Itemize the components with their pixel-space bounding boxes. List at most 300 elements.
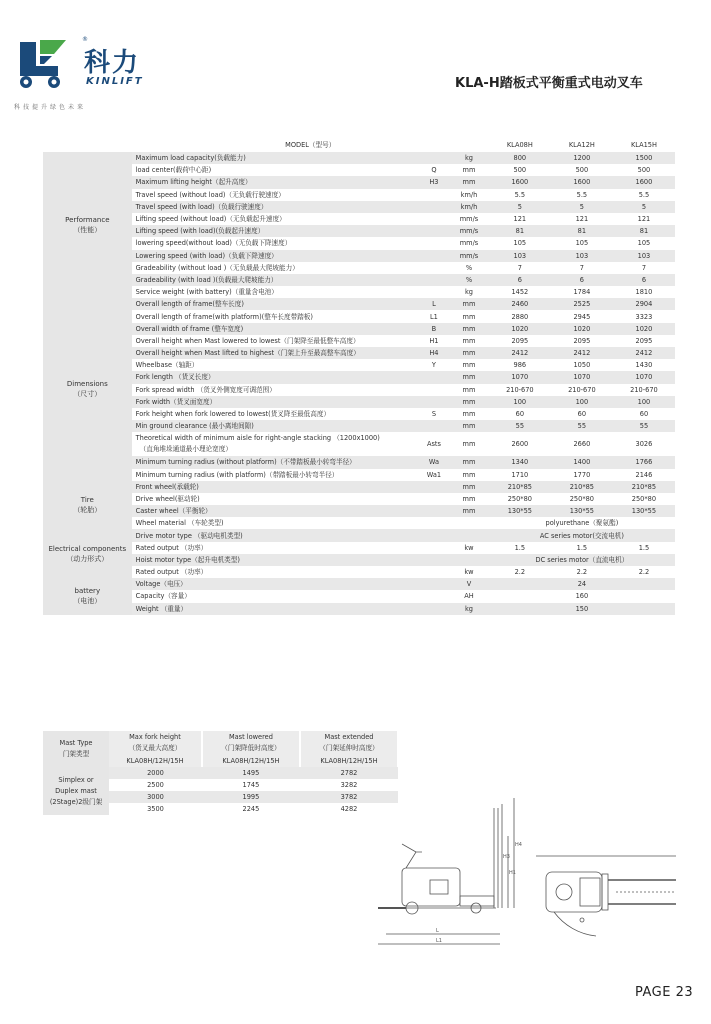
spec-unit: mm xyxy=(449,420,489,432)
page-title: KLA-H踏板式平衡重式电动叉车 xyxy=(455,76,643,91)
spec-parameter-name: Overall width of frame (整车宽度) xyxy=(132,323,419,335)
spec-symbol xyxy=(419,225,449,237)
logo-slogan: 科技提升绿色未来 xyxy=(14,104,87,111)
spec-value: 986 xyxy=(489,359,551,371)
spec-value: 100 xyxy=(489,396,551,408)
spec-symbol xyxy=(419,420,449,432)
spec-row xyxy=(43,481,675,493)
spec-symbol xyxy=(419,542,449,554)
spec-value: 1430 xyxy=(613,359,675,371)
spec-value: 2460 xyxy=(489,298,551,310)
spec-parameter-name: Front wheel(承载轮) xyxy=(132,481,419,493)
spec-value: 2880 xyxy=(489,310,551,322)
spec-value: 7 xyxy=(551,262,613,274)
spec-unit xyxy=(449,517,489,529)
spec-row xyxy=(43,250,675,262)
mast-cell: 3782 xyxy=(300,791,398,803)
spec-table xyxy=(43,138,675,615)
spec-value: 121 xyxy=(551,213,613,225)
spec-value: 210*85 xyxy=(551,481,613,493)
spec-parameter-name: Drive wheel(驱动轮) xyxy=(132,493,419,505)
spec-value: 1070 xyxy=(551,371,613,383)
spec-row xyxy=(43,396,675,408)
model-label: MODEL（型号） xyxy=(132,138,489,152)
mast-cell: 3282 xyxy=(300,779,398,791)
spec-value: 210*85 xyxy=(613,481,675,493)
spec-symbol xyxy=(419,152,449,164)
spec-unit: mm xyxy=(449,432,489,456)
spec-value: 1770 xyxy=(551,469,613,481)
mast-cell: 2782 xyxy=(300,767,398,779)
spec-symbol xyxy=(419,566,449,578)
brand-logo xyxy=(14,36,154,116)
spec-row xyxy=(43,590,675,602)
spec-value: 1340 xyxy=(489,456,551,468)
spec-unit: mm xyxy=(449,164,489,176)
spec-value: 130*55 xyxy=(551,505,613,517)
spec-parameter-name: Minimum turning radius (with platform)（带踏板最小转弯半径） xyxy=(132,469,419,481)
spec-unit: km/h xyxy=(449,189,489,201)
dimension-label-l: L xyxy=(436,928,439,934)
spec-value: 7 xyxy=(613,262,675,274)
mast-cell: 1995 xyxy=(202,791,300,803)
spec-parameter-name: Caster wheel（平衡轮） xyxy=(132,505,419,517)
spec-value: 100 xyxy=(551,396,613,408)
spec-unit: mm xyxy=(449,310,489,322)
spec-unit: mm xyxy=(449,456,489,468)
model-name: KLA08H xyxy=(489,138,551,152)
mast-col-lowered: Mast lowered （门架降低时高度） xyxy=(202,731,300,755)
spec-unit: kg xyxy=(449,286,489,298)
spec-value: 60 xyxy=(613,408,675,420)
spec-parameter-name-line1: Theoretical width of minimum aisle for right-angle stacking （1200x1000) xyxy=(135,434,380,443)
spec-row xyxy=(43,274,675,286)
spec-symbol: L xyxy=(419,298,449,310)
spec-row xyxy=(43,323,675,335)
spec-unit: mm xyxy=(449,298,489,310)
spec-parameter-name: Maximum lifting height（起升高度） xyxy=(132,176,419,188)
spec-value-all-models: polyurethane（聚氨酯) xyxy=(489,517,675,529)
spec-symbol xyxy=(419,262,449,274)
spec-value-all-models: AC series motor(交流电机) xyxy=(489,529,675,541)
spec-value: 103 xyxy=(613,250,675,262)
spec-row xyxy=(43,456,675,468)
spec-value: 1600 xyxy=(551,176,613,188)
spec-value: 121 xyxy=(613,213,675,225)
spec-value: 2412 xyxy=(613,347,675,359)
mast-cell: 4282 xyxy=(300,803,398,815)
category-label-performance: Performance （性能） xyxy=(43,152,132,298)
spec-symbol: Wa xyxy=(419,456,449,468)
spec-unit: mm xyxy=(449,176,489,188)
spec-symbol xyxy=(419,529,449,541)
spec-parameter-name: load center(载荷中心距) xyxy=(132,164,419,176)
spec-parameter-name: Hoist motor type（起升电机类型) xyxy=(132,554,419,566)
spec-symbol: Wa1 xyxy=(419,469,449,481)
spec-value: 1070 xyxy=(613,371,675,383)
spec-value: 1500 xyxy=(613,152,675,164)
spec-unit: km/h xyxy=(449,201,489,213)
spec-parameter-name: Wheel material （车轮类型) xyxy=(132,517,419,529)
spec-value: 210-670 xyxy=(613,384,675,396)
category-label-dimensions: Dimensions （尺寸） xyxy=(43,298,132,480)
mast-col-fork-height: Max fork height （货叉最大高度） xyxy=(109,731,202,755)
spec-unit: mm xyxy=(449,335,489,347)
model-name: KLA12H xyxy=(551,138,613,152)
spec-unit: mm xyxy=(449,505,489,517)
spec-parameter-name: Lifting speed (without load)（无负载起升速度） xyxy=(132,213,419,225)
spec-symbol xyxy=(419,505,449,517)
spec-unit: AH xyxy=(449,590,489,602)
spec-value: 7 xyxy=(489,262,551,274)
spec-parameter-name: Overall length of frame(整车长度) xyxy=(132,298,419,310)
spec-parameter-name: Fork length （货叉长度） xyxy=(132,371,419,383)
spec-parameter-name: lowering speed(without load)（无负载下降速度） xyxy=(132,237,419,249)
spec-row xyxy=(43,201,675,213)
spec-value: 2904 xyxy=(613,298,675,310)
spec-row xyxy=(43,225,675,237)
spec-parameter-name: Fork width（货叉面宽度） xyxy=(132,396,419,408)
model-name: KLA15H xyxy=(613,138,675,152)
dimension-label-h1: H1 xyxy=(509,870,516,876)
spec-unit: mm xyxy=(449,396,489,408)
spec-value: 103 xyxy=(489,250,551,262)
spec-symbol xyxy=(419,189,449,201)
spec-value: 1020 xyxy=(551,323,613,335)
spec-symbol: L1 xyxy=(419,310,449,322)
mast-cell: 3500 xyxy=(109,803,202,815)
spec-row xyxy=(43,517,675,529)
mast-group-label: Simplex or Duplex mast (2Stage)2级门架 xyxy=(43,767,109,815)
spec-value: 121 xyxy=(489,213,551,225)
spec-symbol xyxy=(419,371,449,383)
spec-symbol xyxy=(419,517,449,529)
spec-value: 2525 xyxy=(551,298,613,310)
spec-value: 500 xyxy=(613,164,675,176)
mast-type-label: Mast Type 门架类型 xyxy=(43,731,109,767)
spec-row xyxy=(43,164,675,176)
spec-value: 1784 xyxy=(551,286,613,298)
spec-value: 210-670 xyxy=(489,384,551,396)
spec-value: 81 xyxy=(551,225,613,237)
spec-parameter-name: Lifting speed (with load)(负载起升速度） xyxy=(132,225,419,237)
spec-parameter-name: Overall height when Mast lowered to lowest（门架降至最低整车高度） xyxy=(132,335,419,347)
spec-value: 1050 xyxy=(551,359,613,371)
category-label-tire: Tire （轮胎） xyxy=(43,481,132,530)
spec-row xyxy=(43,505,675,517)
spec-value: 210-670 xyxy=(551,384,613,396)
spec-parameter-name: Maximum load capacity(负载能力) xyxy=(132,152,419,164)
spec-value: 500 xyxy=(489,164,551,176)
spec-table-body xyxy=(43,138,675,615)
spec-symbol: H3 xyxy=(419,176,449,188)
spec-row xyxy=(43,529,675,541)
spec-unit: mm xyxy=(449,481,489,493)
mast-model-cell: KLA08H/12H/15H xyxy=(300,755,398,767)
side-view-dimension-labels xyxy=(436,842,522,944)
mast-model-cell: KLA08H/12H/15H xyxy=(109,755,202,767)
spec-parameter-name: Gradeability (without load )（无负载最大爬坡能力） xyxy=(132,262,419,274)
forklift-technical-drawing xyxy=(376,796,706,968)
spec-value: 500 xyxy=(551,164,613,176)
spec-value: 105 xyxy=(551,237,613,249)
logo-chinese-name: 科力 xyxy=(84,48,141,78)
spec-symbol: H4 xyxy=(419,347,449,359)
spec-value: 1020 xyxy=(489,323,551,335)
spec-row xyxy=(43,384,675,396)
dimension-label-h4: H4 xyxy=(515,842,522,848)
spec-value: 2095 xyxy=(613,335,675,347)
spec-value: 5 xyxy=(551,201,613,213)
spec-value: 6 xyxy=(551,274,613,286)
spec-parameter-name: Rated output （功率） xyxy=(132,566,419,578)
spec-symbol xyxy=(419,250,449,262)
spec-value: 1600 xyxy=(613,176,675,188)
spec-row xyxy=(43,359,675,371)
mast-cell: 1745 xyxy=(202,779,300,791)
spec-unit: mm xyxy=(449,371,489,383)
spec-value: 210*85 xyxy=(489,481,551,493)
page-number: PAGE 23 xyxy=(635,985,694,1000)
top-view-drawing xyxy=(536,856,676,936)
spec-unit: mm xyxy=(449,384,489,396)
spec-value: 250*80 xyxy=(551,493,613,505)
spec-value: 800 xyxy=(489,152,551,164)
side-view-drawing xyxy=(378,798,514,944)
spec-value-all-models: DC series motor（直流电机） xyxy=(489,554,675,566)
spec-symbol xyxy=(419,603,449,615)
spec-row xyxy=(43,493,675,505)
spec-symbol xyxy=(419,554,449,566)
spec-row xyxy=(43,371,675,383)
dimension-label-h3: H3 xyxy=(503,854,510,860)
spec-unit: mm/s xyxy=(449,225,489,237)
spec-symbol: B xyxy=(419,323,449,335)
spec-value: 2.2 xyxy=(489,566,551,578)
spec-symbol xyxy=(419,481,449,493)
mast-col-extended: Mast extended （门架延伸时高度） xyxy=(300,731,398,755)
kinlift-logo-mark xyxy=(14,36,72,90)
spec-value: 1070 xyxy=(489,371,551,383)
spec-parameter-name: Minimum turning radius (without platform)（不带踏板最小转弯半径） xyxy=(132,456,419,468)
spec-row xyxy=(43,420,675,432)
registered-mark: ® xyxy=(82,36,88,43)
spec-symbol xyxy=(419,274,449,286)
spec-value: 2.2 xyxy=(613,566,675,578)
spec-parameter-name: Travel speed (with load)（负载行驶速度） xyxy=(132,201,419,213)
spec-unit: mm xyxy=(449,469,489,481)
spec-unit: mm xyxy=(449,493,489,505)
spec-row xyxy=(43,469,675,481)
spec-value: 60 xyxy=(551,408,613,420)
spec-unit: % xyxy=(449,274,489,286)
spec-row xyxy=(43,176,675,188)
spec-unit: kw xyxy=(449,542,489,554)
spec-value: 81 xyxy=(613,225,675,237)
spec-unit xyxy=(449,529,489,541)
spec-unit: kw xyxy=(449,566,489,578)
spec-value: 55 xyxy=(489,420,551,432)
spec-value: 6 xyxy=(489,274,551,286)
mast-cell: 1495 xyxy=(202,767,300,779)
spec-row xyxy=(43,189,675,201)
spec-value: 5.5 xyxy=(613,189,675,201)
mast-cell: 2000 xyxy=(109,767,202,779)
spec-unit: mm xyxy=(449,323,489,335)
mast-data-row xyxy=(43,767,398,779)
spec-symbol xyxy=(419,201,449,213)
spec-value: 250*80 xyxy=(489,493,551,505)
spec-symbol: Asts xyxy=(419,432,449,456)
spec-parameter-name: Service weight (with battery)（重量含电池） xyxy=(132,286,419,298)
spec-row xyxy=(43,347,675,359)
spec-row xyxy=(43,262,675,274)
spec-value: 5 xyxy=(489,201,551,213)
spec-value: 1020 xyxy=(613,323,675,335)
spec-symbol xyxy=(419,590,449,602)
spec-value: 1400 xyxy=(551,456,613,468)
spec-symbol xyxy=(419,493,449,505)
spec-value-all-models: 150 xyxy=(489,603,675,615)
spec-unit: mm/s xyxy=(449,250,489,262)
spec-value: 1710 xyxy=(489,469,551,481)
spec-parameter-name: Weight （重量） xyxy=(132,603,419,615)
mast-table xyxy=(43,731,399,815)
spec-value: 1200 xyxy=(551,152,613,164)
spec-symbol: Y xyxy=(419,359,449,371)
spec-value: 6 xyxy=(613,274,675,286)
spec-row xyxy=(43,432,675,456)
spec-value: 1.5 xyxy=(613,542,675,554)
mast-cell: 3000 xyxy=(109,791,202,803)
spec-symbol: H1 xyxy=(419,335,449,347)
mast-model-cell: KLA08H/12H/15H xyxy=(202,755,300,767)
spec-value: 3323 xyxy=(613,310,675,322)
mast-header-row xyxy=(43,731,398,755)
spec-value: 2412 xyxy=(551,347,613,359)
spec-row xyxy=(43,310,675,322)
spec-row xyxy=(43,542,675,554)
spec-unit: mm/s xyxy=(449,237,489,249)
spec-value: 100 xyxy=(613,396,675,408)
spec-value: 2095 xyxy=(489,335,551,347)
spec-value: 3026 xyxy=(613,432,675,456)
spec-parameter-name: Gradeability (with load )(负载最大爬坡能力） xyxy=(132,274,419,286)
spec-unit: mm xyxy=(449,347,489,359)
spec-value: 2600 xyxy=(489,432,551,456)
spec-value: 103 xyxy=(551,250,613,262)
spec-symbol: Q xyxy=(419,164,449,176)
spec-value: 81 xyxy=(489,225,551,237)
spec-parameter-name: Capacity（容量） xyxy=(132,590,419,602)
spec-unit: V xyxy=(449,578,489,590)
spec-unit: mm/s xyxy=(449,213,489,225)
spec-row xyxy=(43,152,675,164)
spec-value: 250*80 xyxy=(613,493,675,505)
spec-header-empty xyxy=(43,138,132,152)
spec-parameter-name: Fork spread width （货叉外侧宽度可调范围） xyxy=(132,384,419,396)
mast-cell: 2500 xyxy=(109,779,202,791)
spec-parameter-name: Overall height when Mast lifted to highest（门架上升至最高整车高度） xyxy=(132,347,419,359)
spec-symbol xyxy=(419,578,449,590)
spec-value: 5 xyxy=(613,201,675,213)
spec-value: 5.5 xyxy=(551,189,613,201)
category-label-battery: battery （电池） xyxy=(43,578,132,615)
spec-value: 105 xyxy=(489,237,551,249)
mast-cell: 2245 xyxy=(202,803,300,815)
logo-english-name: KINLIFT xyxy=(86,76,144,87)
spec-value: 130*55 xyxy=(489,505,551,517)
spec-value: 1452 xyxy=(489,286,551,298)
spec-parameter-name: Min ground clearance (最小离地间隙) xyxy=(132,420,419,432)
spec-symbol: S xyxy=(419,408,449,420)
spec-value: 2095 xyxy=(551,335,613,347)
spec-value: 60 xyxy=(489,408,551,420)
spec-value: 2945 xyxy=(551,310,613,322)
spec-parameter-name: Voltage（电压） xyxy=(132,578,419,590)
spec-value: 130*55 xyxy=(613,505,675,517)
spec-value: 2412 xyxy=(489,347,551,359)
spec-value-all-models: 24 xyxy=(489,578,675,590)
spec-value: 5.5 xyxy=(489,189,551,201)
spec-value: 2.2 xyxy=(551,566,613,578)
spec-value: 1.5 xyxy=(551,542,613,554)
spec-value-all-models: 160 xyxy=(489,590,675,602)
spec-parameter-name: Lowering speed (with load)（负载下降速度） xyxy=(132,250,419,262)
spec-row xyxy=(43,408,675,420)
spec-parameter-name: Drive motor type （驱动电机类型) xyxy=(132,529,419,541)
spec-unit xyxy=(449,554,489,566)
spec-row xyxy=(43,286,675,298)
spec-value: 1.5 xyxy=(489,542,551,554)
spec-parameter-name-line2: （直角堆垛通道最小理论宽度） xyxy=(139,445,232,454)
spec-symbol xyxy=(419,286,449,298)
spec-parameter-name: Fork height when fork lowered to lowest(货叉降至最低高度） xyxy=(132,408,419,420)
spec-row xyxy=(43,237,675,249)
spec-value: 1600 xyxy=(489,176,551,188)
spec-row xyxy=(43,603,675,615)
spec-unit: kg xyxy=(449,603,489,615)
spec-value: 55 xyxy=(613,420,675,432)
spec-value: 1766 xyxy=(613,456,675,468)
spec-symbol xyxy=(419,396,449,408)
spec-row xyxy=(43,213,675,225)
spec-row xyxy=(43,566,675,578)
spec-unit: kg xyxy=(449,152,489,164)
spec-symbol xyxy=(419,384,449,396)
spec-row xyxy=(43,554,675,566)
spec-value: 1810 xyxy=(613,286,675,298)
spec-header-row xyxy=(43,138,675,152)
spec-parameter-name xyxy=(132,432,419,456)
spec-parameter-name: Wheelbase（轴距） xyxy=(132,359,419,371)
spec-value: 105 xyxy=(613,237,675,249)
spec-unit: mm xyxy=(449,408,489,420)
spec-symbol xyxy=(419,213,449,225)
spec-symbol xyxy=(419,237,449,249)
spec-row xyxy=(43,578,675,590)
spec-row xyxy=(43,298,675,310)
spec-value: 55 xyxy=(551,420,613,432)
dimension-label-l1: L1 xyxy=(436,938,442,944)
spec-parameter-name: Overall length of frame(with platform)(整车长度带踏板) xyxy=(132,310,419,322)
spec-unit: % xyxy=(449,262,489,274)
spec-parameter-name: Travel speed (without load)（无负载行驶速度） xyxy=(132,189,419,201)
spec-value: 2146 xyxy=(613,469,675,481)
spec-row xyxy=(43,335,675,347)
spec-parameter-name: Rated output （功率） xyxy=(132,542,419,554)
spec-unit: mm xyxy=(449,359,489,371)
